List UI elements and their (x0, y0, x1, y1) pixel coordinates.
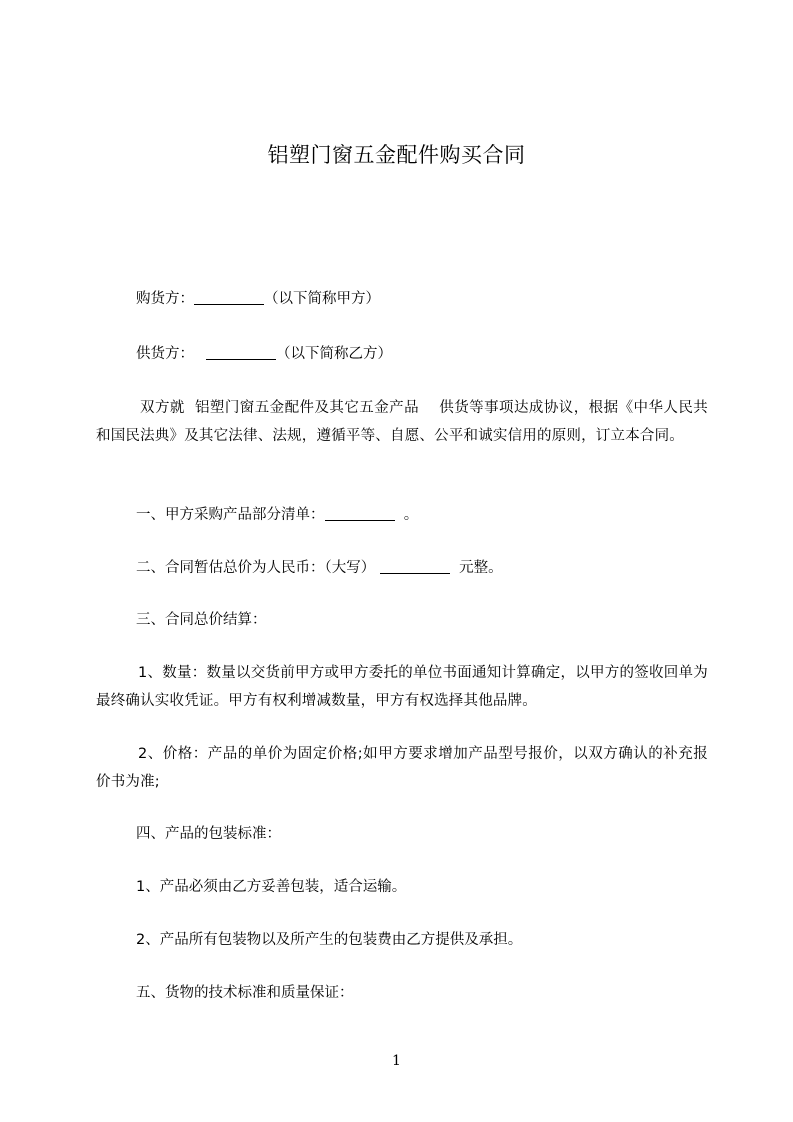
section-3-item-1: 1、数量：数量以交货前甲方或甲方委托的单位书面通知计算确定，以甲方的签收回单为最终确认实收凭证。甲方有权利增减数量，甲方有权选择其他品牌。 (96, 665, 708, 709)
section-2-text: 二、合同暂估总价为人民币：（大写） (136, 560, 376, 576)
section-3 (96, 606, 711, 634)
intro-product: 铝塑门窗五金配件及其它五金产品 (194, 400, 420, 416)
section-1-text: 一、甲方采购产品部分清单： (136, 507, 325, 523)
section-2-blank (380, 559, 450, 574)
buyer-blank (194, 290, 264, 305)
section-4-item-2-text: 2、产品所有包装物以及所产生的包装费由乙方提供及承担。 (136, 932, 523, 948)
buyer-note: （以下简称甲方） (264, 291, 380, 307)
page-title: 铝塑门窗五金配件购买合同 (267, 143, 526, 167)
section-4-item-2 (96, 926, 711, 954)
section-2 (96, 554, 711, 582)
section-4-item-1 (96, 873, 711, 901)
section-4-text: 四、产品的包装标准： (136, 826, 281, 842)
section-5-text: 五、货物的技术标准和质量保证： (136, 985, 354, 1001)
section-3-item-2: 2、价格：产品的单价为固定价格;如甲方要求增加产品型号报价，以双方确认的补充报价书为准; (96, 746, 708, 790)
intro-rest: 供货等事项达成协议，根据《中华人民共和国民法典》及其它法律、法规，遵循平等、自愿、公平和诚实信用的原则，订立本合同。 (96, 400, 708, 444)
supplier-blank (206, 345, 276, 360)
buyer-line (96, 285, 711, 313)
page-number: 1 (392, 1053, 401, 1069)
supplier-line (96, 340, 711, 368)
section-1-suffix: 。 (403, 507, 419, 523)
section-1-blank (325, 506, 395, 521)
supplier-note: （以下简称乙方） (276, 346, 392, 362)
section-2-suffix: 元整。 (459, 560, 503, 576)
section-4-item-1-text: 1、产品必须由乙方妥善包装，适合运输。 (136, 879, 407, 895)
buyer-label: 购货方： (136, 291, 194, 307)
section-4 (96, 820, 711, 848)
section-3-text: 三、合同总价结算： (136, 612, 267, 628)
intro-prefix: 双方就 (140, 400, 185, 416)
intro-paragraph (96, 394, 708, 450)
section-5 (96, 979, 711, 1007)
supplier-label: 供货方： (136, 346, 194, 362)
section-1 (96, 501, 711, 529)
